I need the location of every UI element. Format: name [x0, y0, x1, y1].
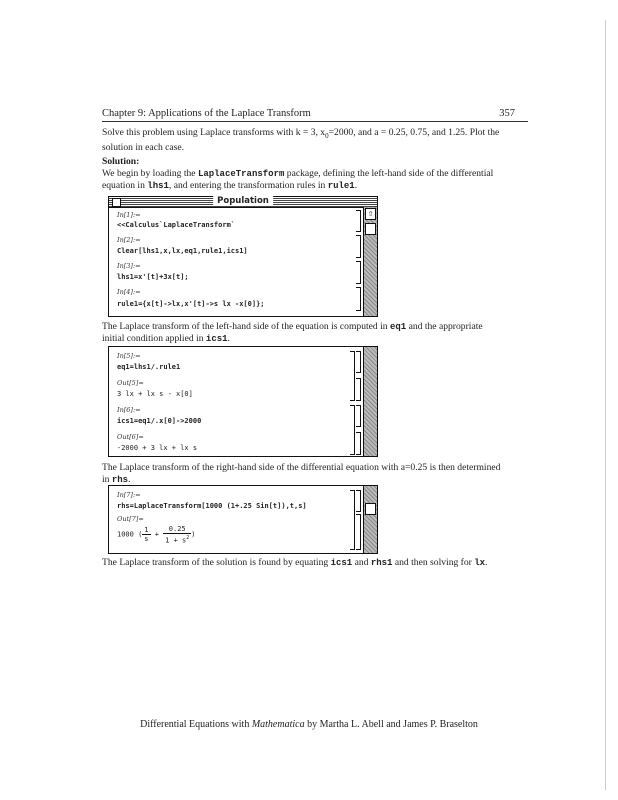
cell-label-out5: Out[5]= — [117, 379, 144, 387]
cell-input-in1[interactable]: <<Calculus`LaplaceTransform` — [117, 221, 236, 229]
intro-line-2: solution in each case. — [102, 141, 185, 153]
fraction-0.25-over-1-plus-s2: $\frac{0.25}{1 + s^2}$ — [165, 525, 190, 545]
intro-paragraph — [102, 127, 532, 192]
paragraph-2: The Laplace transform of the left-hand side of the equation is computed in eq1 and the appropriate initial condition applied in ics1. — [102, 321, 483, 344]
cell-label-in3: In[3]:= — [117, 262, 141, 270]
cell-label-in1: In[1]:= — [117, 211, 141, 219]
paragraph-3: The Laplace transform of the right-hand side of the differential equation with a=0.25 is then determined in rhs. — [102, 462, 501, 485]
cell-input-in5[interactable]: eq1=lhs1/.rule1 — [117, 363, 181, 371]
group-bracket[interactable] — [350, 405, 355, 455]
intro-line-3: We begin by loading the LaplaceTransform package, defining the left-hand side of the differential — [102, 167, 494, 179]
cell-label-in5: In[5]:= — [117, 352, 141, 360]
cell-output-out5: 3 lx + lx s - x[0] — [117, 390, 193, 398]
close-box[interactable] — [112, 198, 121, 207]
scroll-thumb[interactable] — [365, 223, 376, 235]
notebook-window-population[interactable] — [108, 196, 378, 317]
header-rule — [102, 121, 528, 122]
page-edge-line — [605, 20, 606, 790]
group-bracket[interactable] — [350, 490, 355, 550]
page-number: 357 — [499, 108, 515, 119]
fraction-1-over-s: $\frac{1}{s}$ — [144, 526, 149, 544]
cell-input-in4[interactable]: rule1={x[t]->lx,x'[t]->s lx -x[0]}; — [117, 300, 265, 308]
scroll-up-arrow-icon[interactable]: ⇧ — [365, 208, 376, 220]
cell-bracket[interactable] — [356, 261, 361, 284]
solution-heading: Solution: — [102, 155, 140, 167]
intro-line-4: equation in lhs1, and entering the transformation rules in rule1. — [102, 179, 358, 191]
cell-bracket[interactable] — [356, 405, 361, 427]
cell-label-in4: In[4]:= — [117, 288, 141, 296]
cell-label-in7: In[7]:= — [117, 491, 141, 499]
cell-label-in2: In[2]:= — [117, 236, 141, 244]
cell-input-in6[interactable]: ics1=eq1/.x[0]->2000 — [117, 417, 202, 425]
running-header — [102, 108, 515, 119]
window-title: Population — [213, 196, 273, 206]
cell-input-in2[interactable]: Clear[lhs1,x,lx,eq1,rule1,ics1] — [117, 247, 248, 255]
cell-bracket[interactable] — [356, 432, 361, 455]
paragraph-4: The Laplace transform of the solution is found by equating ics1 and rhs1 and then solving for lx. — [102, 557, 488, 568]
cell-label-in6: In[6]:= — [117, 406, 141, 414]
cell-bracket[interactable] — [356, 514, 361, 550]
chapter-title: Chapter 9: Applications of the Laplace Transform — [102, 108, 311, 119]
vertical-scrollbar[interactable] — [363, 486, 377, 553]
scroll-thumb[interactable] — [365, 503, 376, 515]
cell-bracket[interactable] — [356, 490, 361, 512]
vertical-scrollbar[interactable] — [363, 207, 377, 316]
cell-bracket[interactable] — [356, 378, 361, 401]
cell-input-in7[interactable]: rhs=LaplaceTransform[1000 (1+.25 Sin[t]),t,s] — [117, 502, 307, 510]
cell-bracket[interactable] — [356, 210, 361, 232]
cell-output-out6: -2000 + 3 lx + lx s — [117, 444, 198, 452]
page-footer: Differential Equations with Mathematica by Martha L. Abell and James P. Braselton — [140, 719, 478, 730]
cell-bracket[interactable] — [356, 235, 361, 258]
cell-label-out7: Out[7]= — [117, 515, 144, 523]
vertical-scrollbar[interactable] — [363, 347, 377, 456]
cell-label-out6: Out[6]= — [117, 433, 144, 441]
cell-bracket[interactable] — [356, 287, 361, 311]
intro-line-1: Solve this problem using Laplace transforms with k = 3, $x_0=2000$, and a = 0.25, 0.75, and 1.25. Plot the — [102, 127, 500, 140]
notebook-window-3[interactable] — [108, 485, 378, 554]
group-bracket[interactable] — [350, 351, 355, 401]
cell-output-out7: 1000 ( $\frac{1}{s}$ + $\frac{0.25}{1 + s^2}$ ) — [117, 525, 196, 545]
cell-bracket[interactable] — [356, 351, 361, 373]
notebook-window-2[interactable] — [108, 346, 378, 457]
window-titlebar[interactable] — [109, 197, 377, 208]
cell-input-in3[interactable]: lhs1=x'[t]+3x[t]; — [117, 273, 189, 281]
